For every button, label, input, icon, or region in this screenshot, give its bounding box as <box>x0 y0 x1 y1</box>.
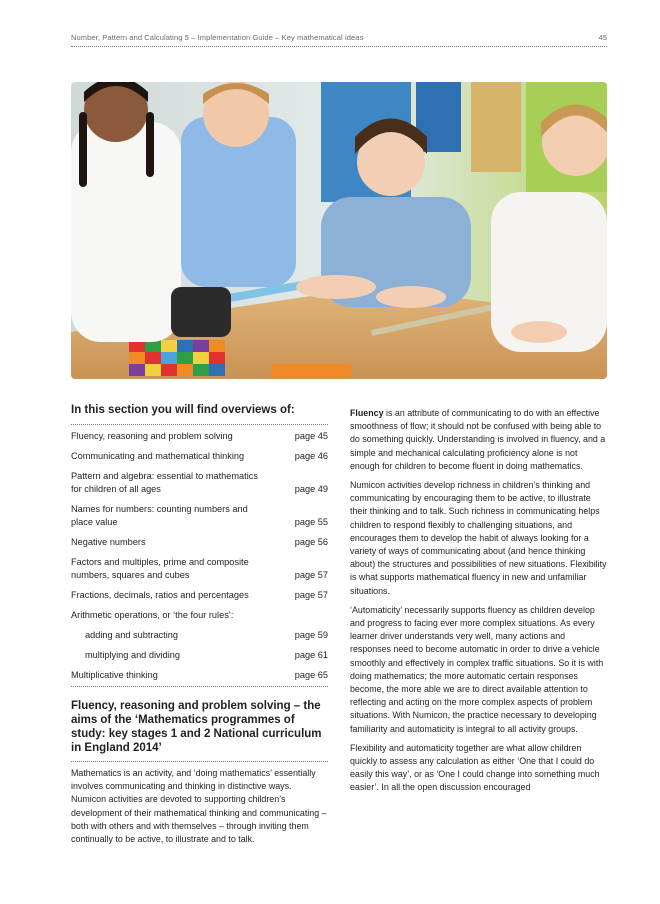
right-column <box>350 407 607 801</box>
toc-entry-page: page 45 <box>294 431 328 441</box>
left-column <box>71 403 328 846</box>
toc-entry-text: Fractions, decimals, ratios and percentages <box>71 590 249 600</box>
classroom-photo <box>71 82 607 379</box>
toc-entry[interactable] <box>71 649 328 662</box>
toc-entry[interactable] <box>71 430 328 443</box>
toc-entry-page: page 57 <box>294 590 328 600</box>
toc-entry-page: page 61 <box>294 650 328 660</box>
toc-entry[interactable] <box>71 629 328 642</box>
toc-entry[interactable] <box>71 450 328 463</box>
toc-entry[interactable] <box>71 669 328 682</box>
flexibility-paragraph: Flexibility and automaticity together are what allow children quickly to assess any calculation as either ‘One that I could do easily this way’, or as ‘One I could change into something much easier’. In all the open discussion encouraged <box>350 742 600 793</box>
automaticity-paragraph: ‘Automaticity’ necessarily supports fluency as children develop and progress to facing ever more complex situations. As every learner driver understands very well, many actions and responses need to become automatic in order to drive a vehicle smoothly and effectively in complex traffic situations. So it is with doing mathematics; the more automatic certain responses become, the more able we are to direct available attention to reflecting and acting on the more complex aspects of problem situations. With Numicon, the practice necessary to developing familiarity and automaticity is integral to all activity groups. <box>350 604 604 734</box>
running-header-title: Number, Pattern and Calculating 5 – Implementation Guide – Key mathematical ideas <box>71 33 364 42</box>
toc-entry-page: page 49 <box>294 484 328 494</box>
toc-entry-text: Names for numbers: counting numbers and place value <box>71 504 248 527</box>
overview-end-divider <box>71 686 328 687</box>
page-number: 45 <box>598 33 607 42</box>
overview-divider <box>71 424 328 425</box>
toc-entry-text: Arithmetic operations, or ‘the four rules’: <box>71 610 234 620</box>
fluency-term: Fluency <box>350 408 384 418</box>
toc-entry-page: page 57 <box>294 570 328 580</box>
aims-heading: Fluency, reasoning and problem solving – the aims of the ‘Mathematics programmes of study: key stages 1 and 2 National curriculum in England 2014’ <box>71 700 322 754</box>
toc-entry-text: adding and subtracting <box>85 630 178 640</box>
toc-entry-page: page 59 <box>294 630 328 640</box>
aims-body: Mathematics is an activity, and ‘doing mathematics’ essentially involves communicating and thinking in distinctive ways. Numicon activities are devoted to supporting children’s development of their mathematical thinking and communicating – both with others and with themselves – through inviting them continually to be active, to illustrate and to talk. <box>71 768 327 845</box>
toc-entry-text: Fluency, reasoning and problem solving <box>71 431 233 441</box>
toc-entry[interactable] <box>71 503 328 529</box>
fluency-paragraph <box>350 407 607 473</box>
toc-entry <box>71 609 328 622</box>
running-header <box>71 33 607 45</box>
toc-entry-text: Factors and multiples, prime and composite numbers, squares and cubes <box>71 557 249 580</box>
toc-entry[interactable] <box>71 556 328 582</box>
toc-entry-page: page 46 <box>294 451 328 461</box>
toc-entry-text: Multiplicative thinking <box>71 670 158 680</box>
overview-heading: In this section you will find overviews of: <box>71 404 295 416</box>
toc-entry-page: page 65 <box>294 670 328 680</box>
toc-entry-text: Negative numbers <box>71 537 146 547</box>
toc-entry[interactable] <box>71 470 328 496</box>
toc-entry-text: Communicating and mathematical thinking <box>71 451 245 461</box>
toc-entry-page: page 56 <box>294 537 328 547</box>
header-rule <box>71 46 607 47</box>
toc-entry[interactable] <box>71 536 328 549</box>
toc-entry[interactable] <box>71 589 328 602</box>
fluency-definition: is an attribute of communicating to do with an effective smoothness of flow; it should not be confused with being able to do something quickly. Understanding is involved in fluency, and a simple and mechanical calculating proficiency alone is not enough for children to become fluent in doing mathematics. <box>350 408 606 471</box>
numicon-paragraph: Numicon activities develop richness in children’s thinking and communicating by encouraging them to be active, to illustrate their thinking and to talk. Such richness in communicating helps children to respond flexibly to challenging situations, and encourages them to develop the habit of always looking for a variety of ways of communicating about (and hence thinking about) the structures and possibilities of new situations. Flexibility is what supports mathematical fluency in new and unfamiliar situations. <box>350 480 607 596</box>
toc-entry-text: multiplying and dividing <box>85 650 180 660</box>
toc-entry-page: page 55 <box>294 517 328 527</box>
toc-entry-text: Pattern and algebra: essential to mathematics for children of all ages <box>71 471 258 494</box>
aims-divider <box>71 761 328 762</box>
